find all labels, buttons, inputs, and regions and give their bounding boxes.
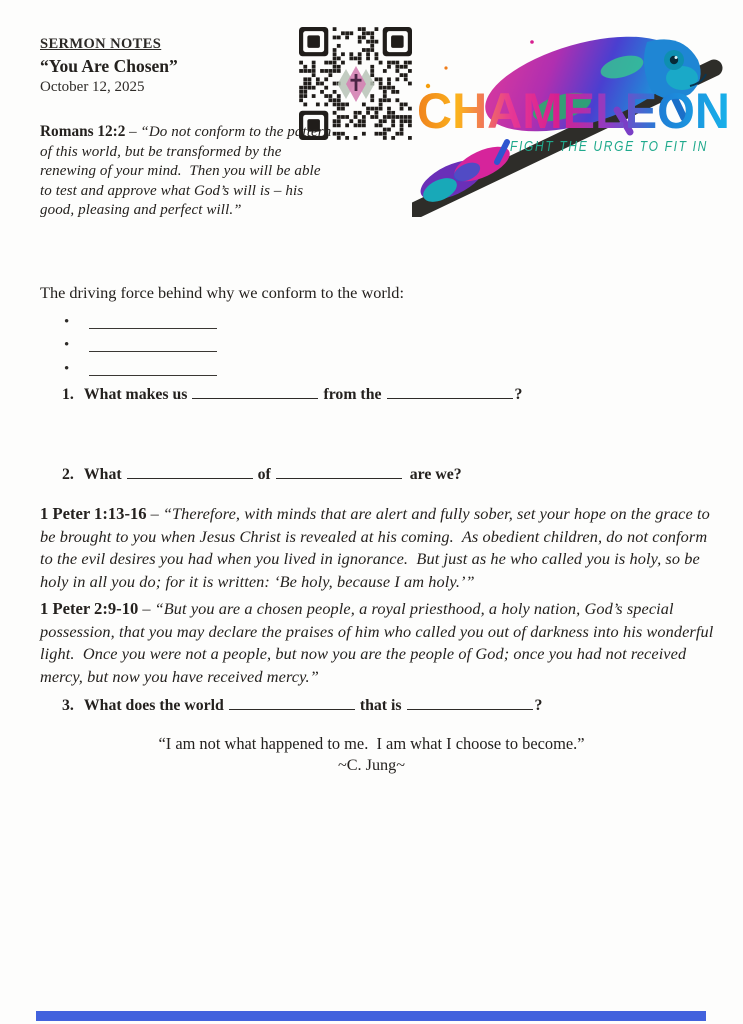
header-block — [40, 36, 178, 96]
chameleon-illustration — [412, 22, 742, 217]
question-number: 3. — [62, 697, 74, 714]
scripture-ref: 1 Peter 1:13-16 — [40, 504, 147, 523]
scripture-ref: 1 Peter 2:9-10 — [40, 599, 139, 618]
fill-in-blank — [387, 396, 513, 399]
bullet-icon: • — [64, 313, 70, 330]
scripture-quote: “Do not conform to the pattern of this world, but be transformed by the renewing of your mind. Then you will be able to test and approve what God’s will is – his good, pleasing and perfect will.” — [40, 124, 336, 219]
fill-in-blank — [89, 326, 217, 329]
fill-in-blank — [192, 396, 318, 399]
fill-in-blank — [127, 476, 253, 479]
fill-in-blank — [276, 476, 402, 479]
quote-attribution: ~C. Jung~ — [338, 756, 405, 774]
scripture-quote: “But you are a chosen people, a royal priesthood, a holy nation, God’s special possession, that you may declare the praises of him who called you out of darkness into his wonderful light. Once you were not a people, but now you are the people of God; once you had not received mercy, but now you have received mercy.” — [40, 599, 718, 686]
scripture-1peter2: 1 Peter 2:9-10 – “But you are a chosen people, a royal priesthood, a holy nation, God’s special possession, that you may declare the praises of him who called you out of darkness into his wonderful light. Once you were not a people, but now you are the people of God; once you had not received mercy, but now you have received mercy.” — [40, 599, 718, 686]
scripture-romans: Romans 12:2 – “Do not conform to the pattern of this world, but be transformed by the renewing of your mind. Then you will be able to test and approve what God’s will is – his good, pleasing and perfect will.” — [40, 123, 336, 219]
question-3: 3. What does the world that is ? — [62, 697, 543, 714]
question-2: 2. What of are we? — [62, 466, 462, 483]
fill-in-blank — [89, 349, 217, 352]
fill-in-blank — [89, 373, 217, 376]
chameleon-logo — [412, 22, 742, 217]
driving-force-prompt: The driving force behind why we conform to the world: — [40, 283, 404, 302]
question-1: 1. What makes us from the ? — [62, 386, 523, 403]
sermon-date: October 12, 2025 — [40, 79, 145, 95]
list-item — [64, 352, 217, 376]
scripture-quote: “Therefore, with minds that are alert and fully sober, set your hope on the grace to be brought to you when Jesus Christ is revealed at his coming. As obedient children, do not conform to the evil desires you had when you lived in ignorance. But just as he who called you is holy, so be holy in all you do; for it is written: ‘Be holy, because I am holy.’” — [40, 504, 715, 591]
sermon-notes-heading: SERMON NOTES — [40, 36, 162, 52]
sermon-title: “You Are Chosen” — [40, 56, 178, 76]
scripture-1peter1: 1 Peter 1:13-16 – “Therefore, with minds that are alert and fully sober, set your hope on the grace to be brought to you when Jesus Christ is revealed at his coming. As obedient children, do not conform to the evil desires you had when you lived in ignorance. But just as he who called you is holy, so be holy in all you do; for it is written: ‘Be holy, because I am holy.’” — [40, 504, 715, 591]
question-number: 1. — [62, 386, 74, 403]
closing-quote: “I am not what happened to me. I am what I choose to become.” — [158, 734, 585, 753]
fill-in-blank — [229, 707, 355, 710]
logo-wordmark: CHAMELEON — [417, 83, 730, 139]
bullet-icon: • — [64, 337, 70, 353]
scripture-ref: Romans 12:2 — [40, 123, 126, 140]
list-item — [64, 305, 217, 329]
fill-in-blank — [407, 707, 533, 710]
bullet-blank-list — [64, 305, 217, 376]
logo-tagline: FIGHT THE URGE TO FIT IN — [510, 138, 708, 155]
question-number: 2. — [62, 466, 74, 483]
bullet-icon: • — [64, 360, 70, 377]
footer-accent-bar — [36, 1011, 706, 1021]
list-item — [64, 329, 217, 353]
